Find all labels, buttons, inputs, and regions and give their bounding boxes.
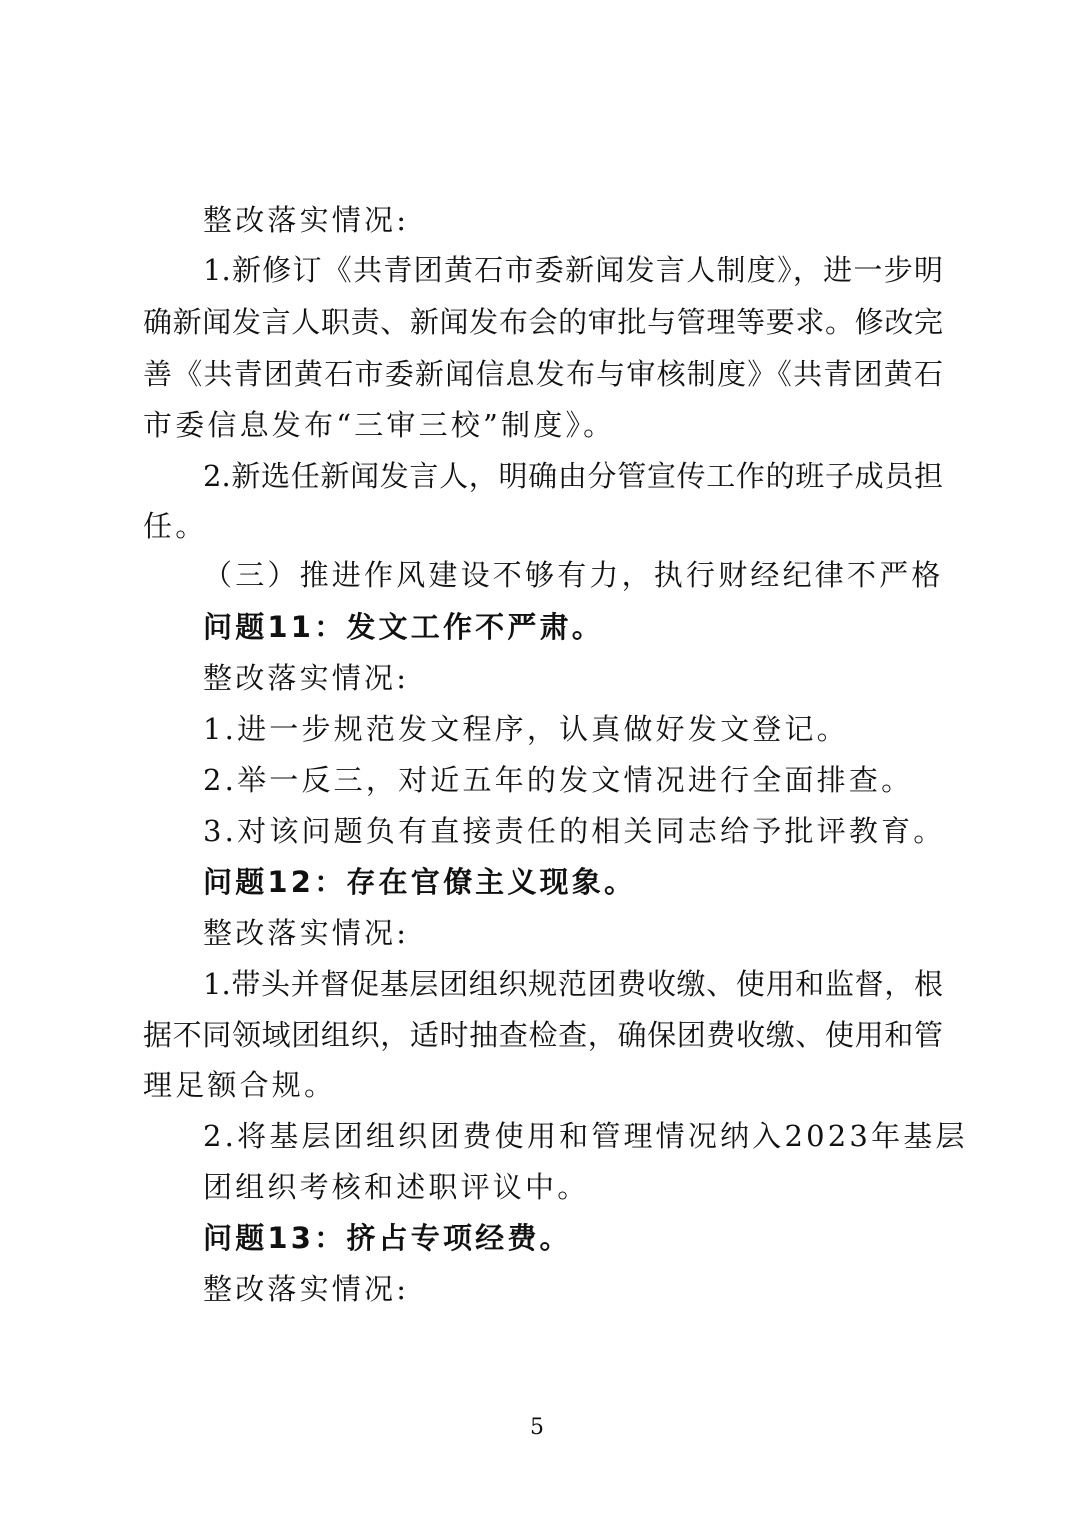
section-heading: 整改落实情况:	[203, 203, 410, 237]
subsection-heading: （三）推进作风建设不够有力，执行财经纪律不严格	[203, 558, 944, 592]
paragraph-line: 团组织考核和述职评议中。	[203, 1170, 590, 1204]
paragraph-line: 理足额合规。	[143, 1068, 337, 1102]
section-heading: 整改落实情况:	[203, 916, 410, 950]
problem-heading: 问题11：发文工作不严肃。	[203, 610, 604, 644]
page-number: 5	[530, 1415, 544, 1440]
paragraph-line: 2.举一反三，对近五年的发文情况进行全面排查。	[203, 763, 914, 797]
paragraph-line: 善《共青团黄石市委新闻信息发布与审核制度》《共青团黄石	[143, 357, 943, 391]
section-heading: 整改落实情况:	[203, 1272, 410, 1306]
paragraph-line: 任。	[143, 509, 208, 543]
paragraph-line: 1.带头并督促基层团组织规范团费收缴、使用和监督，根	[203, 967, 943, 1001]
paragraph-line: 确新闻发言人职责、新闻发布会的审批与管理等要求。修改完	[143, 305, 943, 339]
paragraph-line: 市委信息发布“三审三校”制度》。	[143, 408, 616, 442]
section-heading: 整改落实情况:	[203, 661, 410, 695]
paragraph-line: 3.对该问题负有直接责任的相关同志给予批评教育。	[203, 814, 946, 848]
problem-heading: 问题12：存在官僚主义现象。	[203, 865, 637, 899]
paragraph-line: 据不同领域团组织，适时抽查检查，确保团费收缴、使用和管	[143, 1018, 943, 1052]
paragraph-line: 2.新选任新闻发言人，明确由分管宣传工作的班子成员担	[203, 459, 943, 493]
paragraph-line: 2.将基层团组织团费使用和管理情况纳入2023年基层	[203, 1119, 968, 1153]
paragraph-line: 1.进一步规范发文程序，认真做好发文登记。	[203, 712, 849, 746]
paragraph-line: 1.新修订《共青团黄石市委新闻发言人制度》，进一步明	[203, 253, 943, 287]
problem-heading: 问题13：挤占专项经费。	[203, 1221, 572, 1255]
